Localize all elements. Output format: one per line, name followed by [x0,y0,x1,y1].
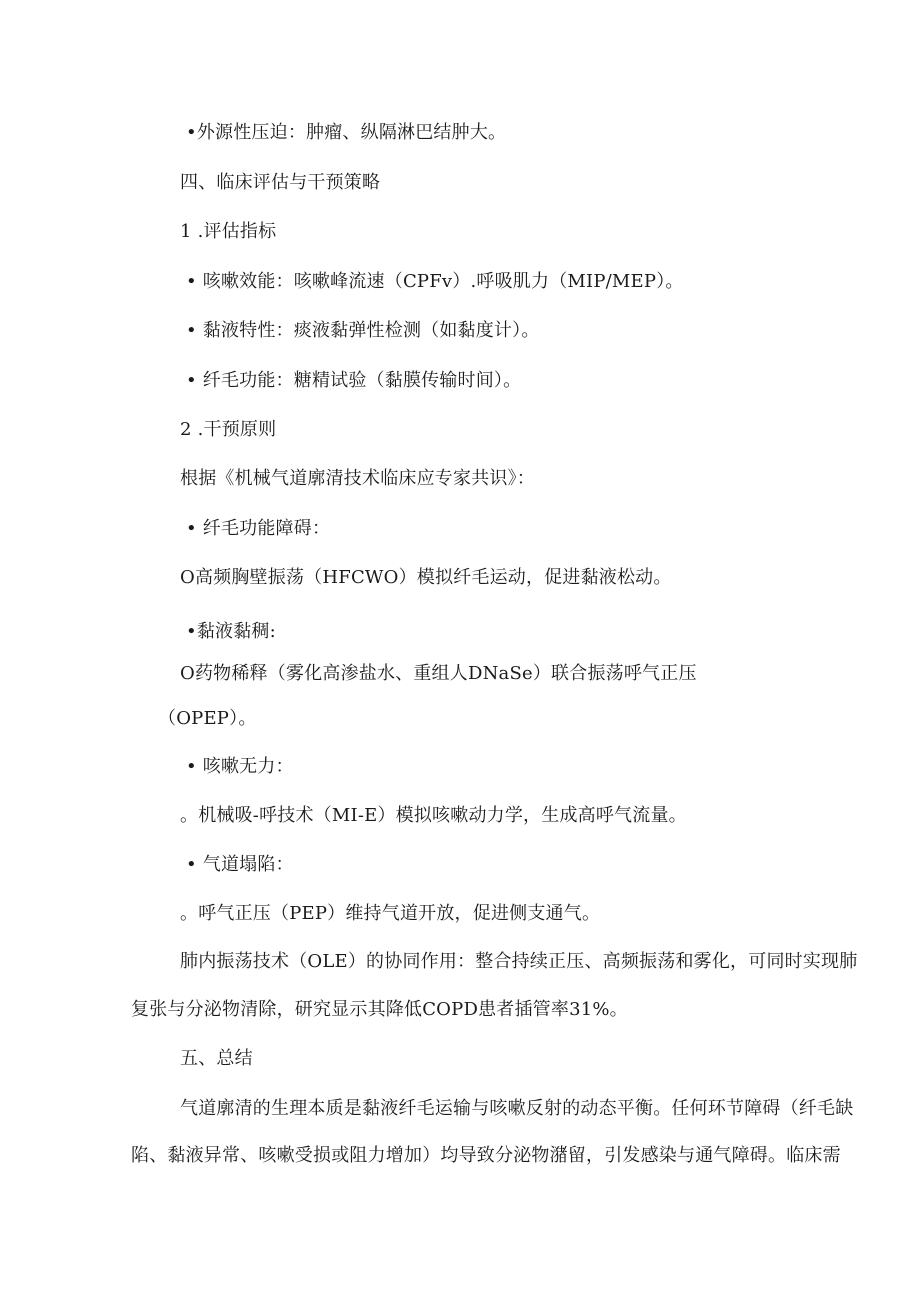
section-heading-summary: 五、总结 [180,1048,253,1069]
subheading-assessment-indicators: 1 .评估指标 [180,221,277,242]
subitem-drug-dilution: O药物稀释（雾化高渗盐水、重组人DNaSe）联合振荡呼气正压 [180,663,697,684]
paragraph-summary-line-1: 气道廓清的生理本质是黏液纤毛运输与咳嗽反射的动态平衡。任何环节障碍（纤毛缺 [180,1098,854,1119]
bullet-weak-cough: • 咳嗽无力： [186,756,294,777]
bullet-mucus-properties: • 黏液特性：痰液黏弹性检测（如黏度计）。 [186,320,540,341]
paragraph-summary-line-2: 陷、黏液异常、咳嗽受损或阻力增加）均导致分泌物潴留，引发感染与通气障碍。临床需 [131,1145,841,1166]
subitem-mi-e: 。机械吸-呼技术（MI-E）模拟咳嗽动力学，生成高呼气流量。 [180,805,687,826]
paragraph-ole-line-1: 肺内振荡技术（OLE）的协同作用：整合持续正压、高频振荡和雾化，可同时实现肺 [180,951,858,972]
subheading-intervention-principles: 2 .干预原则 [180,419,277,440]
paragraph-ole-line-2: 复张与分泌物清除，研究显示其降低COPD患者插管率31%。 [131,999,628,1020]
paragraph-expert-consensus: 根据《机械气道廓清技术临床应专家共识》： [180,468,535,489]
subitem-hfcwo: O高频胸壁振荡（HFCWO）模拟纤毛运动，促进黏液松动。 [180,567,672,588]
bullet-cilia-function: • 纤毛功能：糖精试验（黏膜传输时间）。 [186,370,522,391]
bullet-external-compression: •外源性压迫：肿瘤、纵隔淋巴结肿大。 [186,122,507,143]
bullet-cilia-dysfunction: • 纤毛功能障碍： [186,518,331,539]
subitem-pep: 。呼气正压（PEP）维持气道开放，促进侧支通气。 [180,903,601,924]
bullet-airway-collapse: • 气道塌陷： [186,854,294,875]
section-heading-clinical-assessment: 四、临床评估与干预策略 [180,172,381,193]
subitem-drug-dilution-continued: （OPEP）。 [158,708,257,729]
bullet-viscous-mucus: •黏液黏稠: [186,621,276,642]
bullet-cough-efficacy: • 咳嗽效能：咳嗽峰流速（CPFv）.呼吸肌力（MIP/MEP）。 [186,271,684,292]
